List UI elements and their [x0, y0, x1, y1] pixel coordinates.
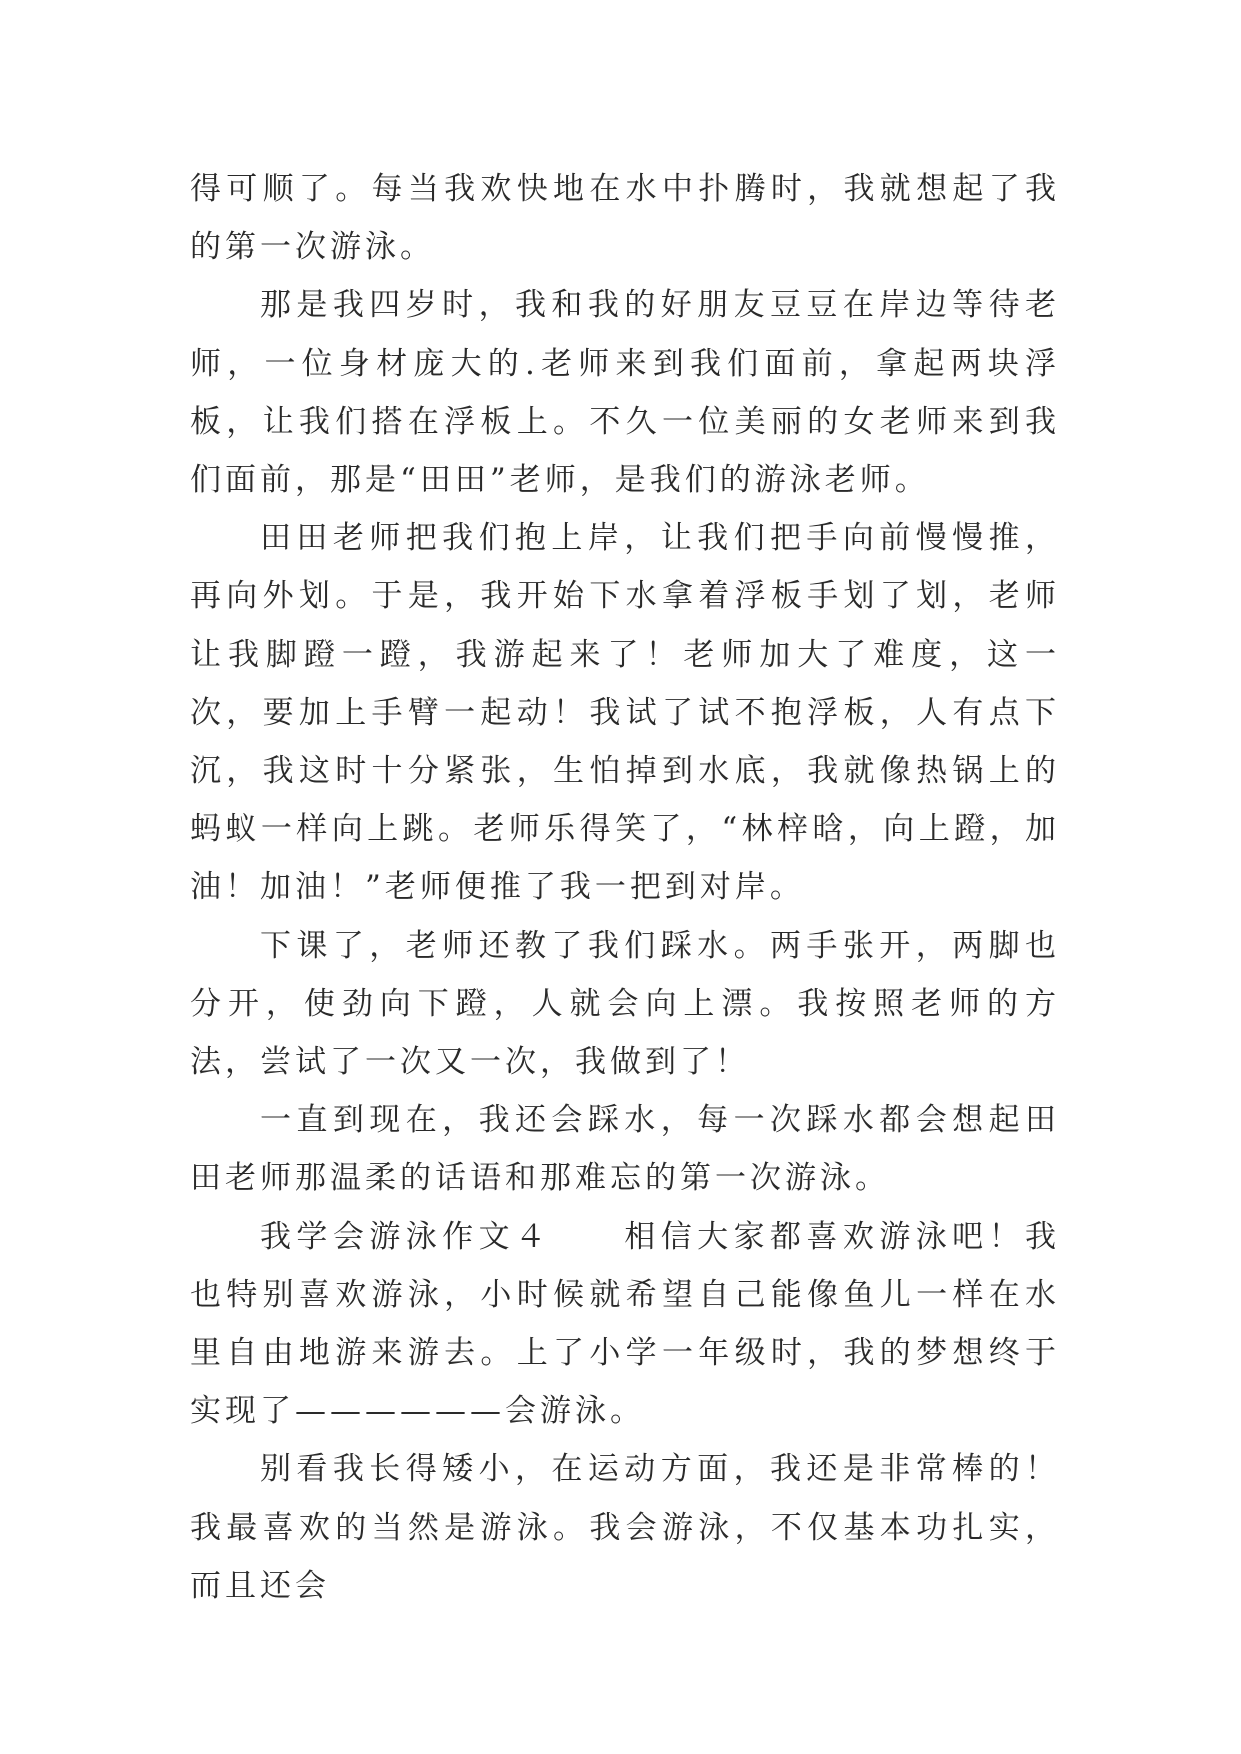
paragraph-6: 我学会游泳作文４ 相信大家都喜欢游泳吧！我也特别喜欢游泳，小时候就希望自己能像鱼儿一样在水里自由地游来游去。上了小学一年级时，我的梦想终于实现了——————会游泳。	[190, 1218, 1060, 1430]
paragraph-2: 那是我四岁时，我和我的好朋友豆豆在岸边等待老师，一位身材庞大的.老师来到我们面前，拿起两块浮板，让我们搭在浮板上。不久一位美丽的女老师来到我们面前，那是“田田”老师，是我们的游泳老师。	[190, 287, 1060, 499]
paragraph-5: 一直到现在，我还会踩水，每一次踩水都会想起田田老师那温柔的话语和那难忘的第一次游泳。	[190, 1102, 1060, 1197]
paragraph-7: 别看我长得矮小，在运动方面，我还是非常棒的！我最喜欢的当然是游泳。我会游泳，不仅基本功扎实，而且还会	[190, 1451, 1060, 1604]
document-body	[190, 160, 1060, 1615]
paragraph-3: 田田老师把我们抱上岸，让我们把手向前慢慢推，再向外划。于是，我开始下水拿着浮板手划了划，老师让我脚蹬一蹬，我游起来了！老师加大了难度，这一次，要加上手臂一起动！我试了试不抱浮板，人有点下沉，我这时十分紧张，生怕掉到水底，我就像热锅上的蚂蚁一样向上跳。老师乐得笑了，“林梓晗，向上蹬，加油！加油！”老师便推了我一把到对岸。	[190, 520, 1060, 906]
paragraph-4: 下课了，老师还教了我们踩水。两手张开，两脚也分开，使劲向下蹬，人就会向上漂。我按照老师的方法，尝试了一次又一次，我做到了！	[190, 927, 1060, 1081]
paragraph-1: 得可顺了。每当我欢快地在水中扑腾时，我就想起了我的第一次游泳。	[190, 171, 1060, 266]
